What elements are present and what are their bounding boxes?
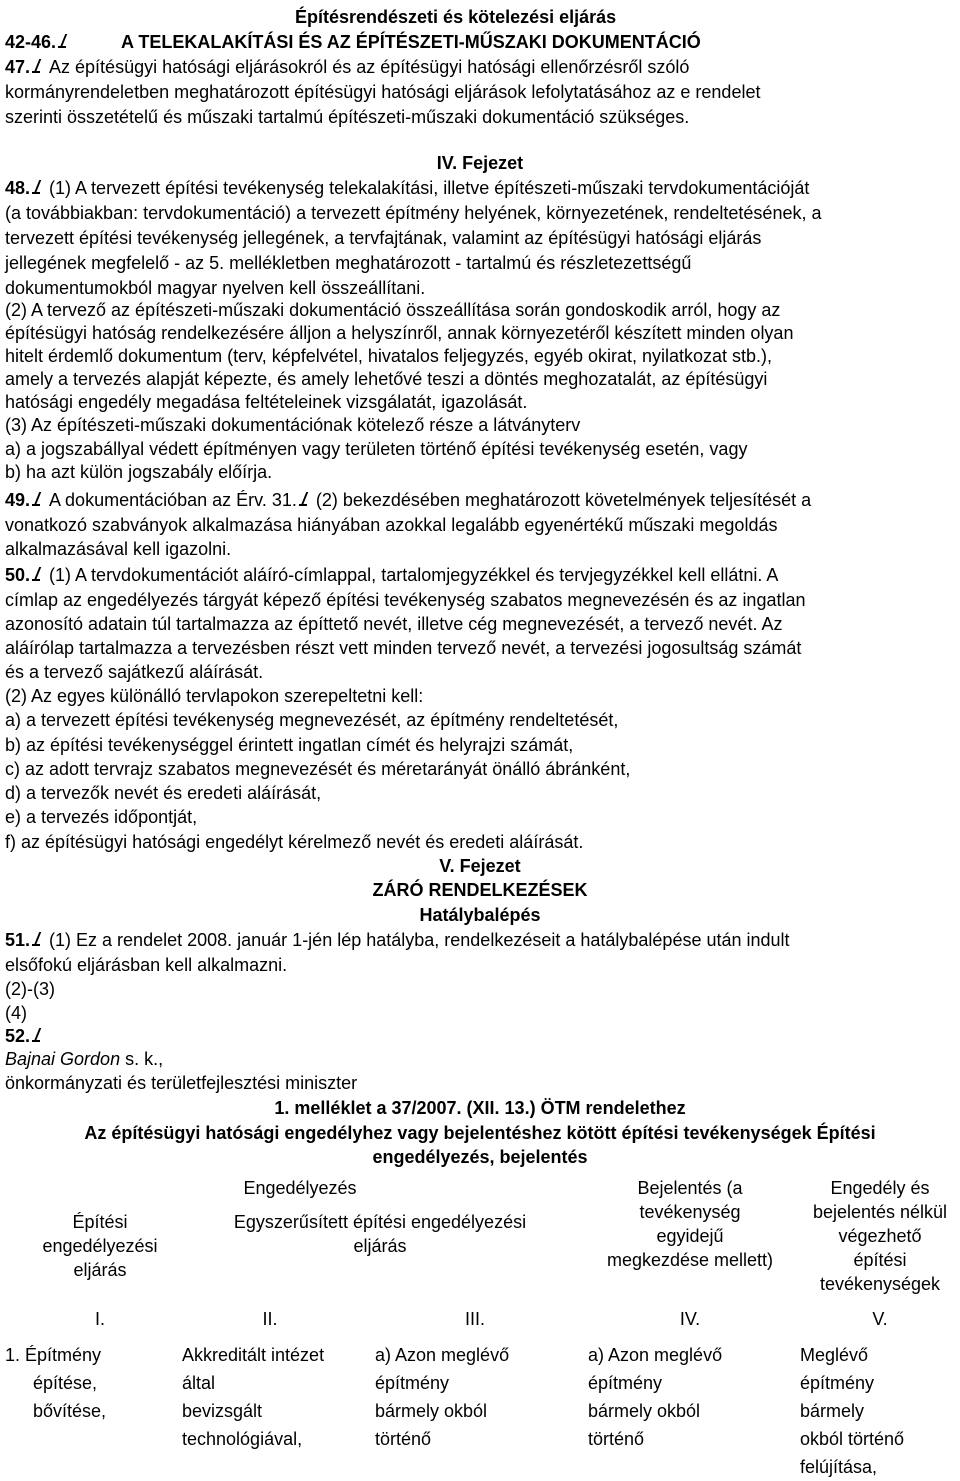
table-cell-line: bármely okból (588, 1401, 701, 1421)
s50-p2-line-2: a) a tervezett építési tevékenység megnevezését, az építmény rendeltetését, (5, 710, 619, 730)
table-col5-header-line: végezhető (838, 1226, 922, 1246)
table-row1-col1 (5, 1341, 106, 1425)
table-cell-line: okból történő (800, 1429, 905, 1449)
table-cell-line: Akkreditált intézet (182, 1345, 325, 1365)
s51-text-1: (1) Ez a rendelet 2008. január 1-jén lép hatályba, rendelkezéseit a hatálybalépése után indult (49, 930, 790, 950)
section-sign-icon (34, 1028, 43, 1043)
table-cell-line: Meglévő (800, 1345, 869, 1365)
table-col2-header-line: Egyszerűsített építési engedélyezési (233, 1212, 527, 1232)
table-cell-line: a) Azon meglévő (588, 1345, 723, 1365)
table-cell-line: felújítása, (800, 1457, 878, 1477)
section-sign-icon (34, 932, 43, 947)
chapter-v-subtitle: ZÁRÓ RENDELKEZÉSEK (372, 880, 588, 900)
table-roman-3: III. (464, 1309, 485, 1329)
s51-line-2: elsőfokú eljárásban kell alkalmazni. (5, 955, 288, 975)
s50-p2-line-6: e) a tervezés időpontját, (5, 807, 198, 827)
table-col1-header-line: engedélyezési (42, 1236, 158, 1256)
s50-line-3: azonosító adatain túl tartalmazza az építtető nevét, illetve cég megnevezését, a tervező nevét. Az (5, 614, 783, 634)
s49-text-1a: A dokumentációban az Érv. 31. (49, 490, 297, 510)
s48-line-5: dokumentumokból magyar nyelven kell összeállítani. (5, 278, 426, 298)
s48-p2-line-5: hatósági engedély megadása feltételeinek vizsgálatát, igazolását. (5, 392, 528, 412)
table-cell-line: történő (375, 1429, 432, 1449)
s48-p2-line-4: amely a tervezés alapját képezte, és amely lehetővé teszi a döntés meghozatalát, az építésügyi (5, 369, 768, 389)
section-sign-icon (34, 59, 43, 74)
table-cell-line: bármely (800, 1401, 865, 1421)
table-group-header: Engedélyezés (243, 1178, 357, 1198)
s49-number: 49. (5, 490, 31, 510)
table-col5-header-line: építési (853, 1250, 907, 1270)
s51-line-4: (4) (5, 1003, 27, 1023)
section-range-title: A TELEKALAKÍTÁSI ÉS AZ ÉPÍTÉSZETI-MŰSZAKI DOKUMENTÁCIÓ (121, 32, 701, 52)
s51-line-3: (2)-(3) (5, 979, 55, 999)
s50-line-2: címlap az engedélyezés tárgyát képező építési tevékenység szabatos megnevezésén és az ingatlan (5, 590, 806, 610)
s48-p3-line-1: (3) Az építészeti-műszaki dokumentációnak kötelező része a látványterv (5, 415, 581, 435)
s47-line-3: szerinti összetételű és műszaki tartalmú építészeti-műszaki dokumentáció szükséges. (5, 107, 690, 127)
table-col4-header-line: Bejelentés (a (637, 1178, 743, 1198)
table-row1-col4 (588, 1341, 722, 1453)
table-cell-line: 1. Építmény (5, 1345, 102, 1365)
s51-number: 51. (5, 930, 31, 950)
s52-number: 52. (5, 1026, 31, 1046)
s50-line-1 (5, 564, 778, 586)
table-cell-line: bővítése, (33, 1401, 107, 1421)
s50-p2-line-5: d) a tervezők nevét és eredeti aláírását, (5, 783, 322, 803)
table-col4-header-line: egyidejű (656, 1226, 724, 1246)
table-roman-2: II. (262, 1309, 278, 1329)
table-cell-line: építmény (800, 1373, 875, 1393)
table-cell-line: által (182, 1373, 216, 1393)
s51-line-1 (5, 929, 790, 951)
s47-number: 47. (5, 57, 31, 77)
table-col4-header (580, 1176, 800, 1272)
table-col5-header-line: tevékenységek (819, 1274, 941, 1294)
table-cell-line: történő (588, 1429, 645, 1449)
s48-text-1: (1) A tervezett építési tevékenység telekalakítási, illetve építészeti-műszaki tervdokumentációját (49, 178, 810, 198)
table-row1-col5 (800, 1341, 904, 1481)
chapter-v-title: V. Fejezet (439, 856, 521, 876)
s50-p2-line-3: b) az építési tevékenységgel érintett ingatlan címét és helyrajzi számát, (5, 735, 574, 755)
section-sign-icon (60, 34, 69, 49)
s50-p2-line-4: c) az adott tervrajz szabatos megnevezését és méretarányát önálló ábránként, (5, 759, 631, 779)
signature-line (5, 1048, 163, 1070)
signature-name: Bajnai Gordon (5, 1049, 121, 1069)
section-sign-icon (34, 180, 43, 195)
s47-line-2: kormányrendeletben meghatározott építésügyi hatósági eljárások lefolytatásához az e rendelet (5, 82, 761, 102)
s48-line-3: tervezett építési tevékenység jellegének, a tervfajtának, valamint az építésügyi hatósági eljárás (5, 228, 762, 248)
s52-line (5, 1025, 49, 1047)
s49-line-1 (5, 489, 811, 511)
table-cell-line: a) Azon meglévő (375, 1345, 510, 1365)
s49-line-2: vonatkozó szabványok alkalmazása hiányában azokkal legalább egyenértékű műszaki megoldás (5, 515, 778, 535)
table-cell-line: technológiával, (182, 1429, 303, 1449)
s48-p2-line-1: (2) A tervező az építészeti-műszaki dokumentáció összeállítása során gondoskodik arról, hogy az (5, 300, 781, 320)
s48-p2-line-3: hitelt érdemlő dokumentum (terv, képfelvétel, hivatalos feljegyzés, egyéb okirat, nyilatkozat stb.), (5, 346, 773, 366)
heading: Építésrendészeti és kötelezési eljárás (295, 7, 617, 27)
section-range (5, 31, 701, 53)
section-range-number: 42-46. (5, 32, 57, 52)
s50-text-1: (1) A tervdokumentációt aláíró-címlappal, tartalomjegyzékkel és tervjegyzékkel kell ellátni. A (49, 565, 779, 585)
table-col1-header-line: eljárás (73, 1260, 127, 1280)
s48-line-1 (5, 177, 809, 199)
s50-p2-line-1: (2) Az egyes különálló tervlapokon szerepeltetni kell: (5, 686, 424, 706)
table-roman-5: V. (872, 1309, 888, 1329)
table-roman-1: I. (94, 1309, 105, 1329)
s48-number: 48. (5, 178, 31, 198)
annex-subtitle-2: engedélyezés, bejelentés (372, 1147, 588, 1167)
s47-line-1 (5, 56, 689, 78)
s49-text-1b: (2) bekezdésében meghatározott követelmények teljesítését a (315, 490, 812, 510)
s48-p3-line-3: b) ha azt külön jogszabály előírja. (5, 462, 273, 482)
s48-p2-line-2: építésügyi hatóság rendelkezésére álljon a helyszínről, annak környezetéről készített minden olyan (5, 323, 794, 343)
s47-text-1: Az építésügyi hatósági eljárásokról és az építésügyi hatósági ellenőrzésről szóló (49, 57, 690, 77)
table-col2-header-line: eljárás (353, 1236, 407, 1256)
signature-suffix: s. k., (125, 1049, 164, 1069)
s48-p3-line-2: a) a jogszabállyal védett építményen vagy területen történő építési tevékenység esetén, vagy (5, 439, 748, 459)
s48-line-2: (a továbbiakban: tervdokumentáció) a tervezett építmény helyének, környezetének, rendeltetésének, a (5, 203, 822, 223)
chapter-iv-title: IV. Fejezet (436, 153, 524, 173)
section-sign-icon (34, 492, 43, 507)
table-col5-header-line: bejelentés nélkül (812, 1202, 948, 1222)
section-sign-icon (301, 492, 310, 507)
section-sign-icon (34, 567, 43, 582)
annex-title: 1. melléklet a 37/2007. (XII. 13.) ÖTM rendelethez (274, 1098, 686, 1118)
s50-line-5: és a tervező sajátkezű aláírását. (5, 662, 264, 682)
s49-line-3: alkalmazásával kell igazolni. (5, 539, 232, 559)
s50-line-4: aláírólap tartalmazza a tervezésben részt vett minden tervező nevét, a tervezési jogosultság számát (5, 638, 802, 658)
s50-p2-line-7: f) az építésügyi hatósági engedélyt kérelmező nevét és eredeti aláírását. (5, 832, 584, 852)
table-col1-header-line: Építési (72, 1212, 128, 1232)
table-cell-line: bármely okból (375, 1401, 488, 1421)
table-roman-4: IV. (679, 1309, 701, 1329)
s50-number: 50. (5, 565, 31, 585)
signature-role: önkormányzati és területfejlesztési miniszter (5, 1073, 358, 1093)
table-col1-header (5, 1210, 195, 1282)
table-col5-header (800, 1176, 960, 1296)
s48-line-4: jellegének megfelelő - az 5. mellékletben meghatározott - tartalmú és részletezettségű (5, 253, 692, 273)
table-col2-header (195, 1210, 565, 1258)
table-cell-line: bevizsgált (182, 1401, 263, 1421)
table-cell-line: építése, (33, 1373, 98, 1393)
annex-subtitle-1: Az építésügyi hatósági engedélyhez vagy bejelentéshez kötött építési tevékenységek Építési (84, 1123, 876, 1143)
table-col5-header-line: Engedély és (830, 1178, 930, 1198)
table-cell-line: építmény (375, 1373, 450, 1393)
table-row1-col2 (182, 1341, 324, 1453)
chapter-v-section: Hatálybalépés (419, 905, 541, 925)
table-col4-header-line: tevékenység (639, 1202, 741, 1222)
table-col4-header-line: megkezdése mellett) (606, 1250, 774, 1270)
table-cell-line: építmény (588, 1373, 663, 1393)
table-row1-col3 (375, 1341, 509, 1453)
